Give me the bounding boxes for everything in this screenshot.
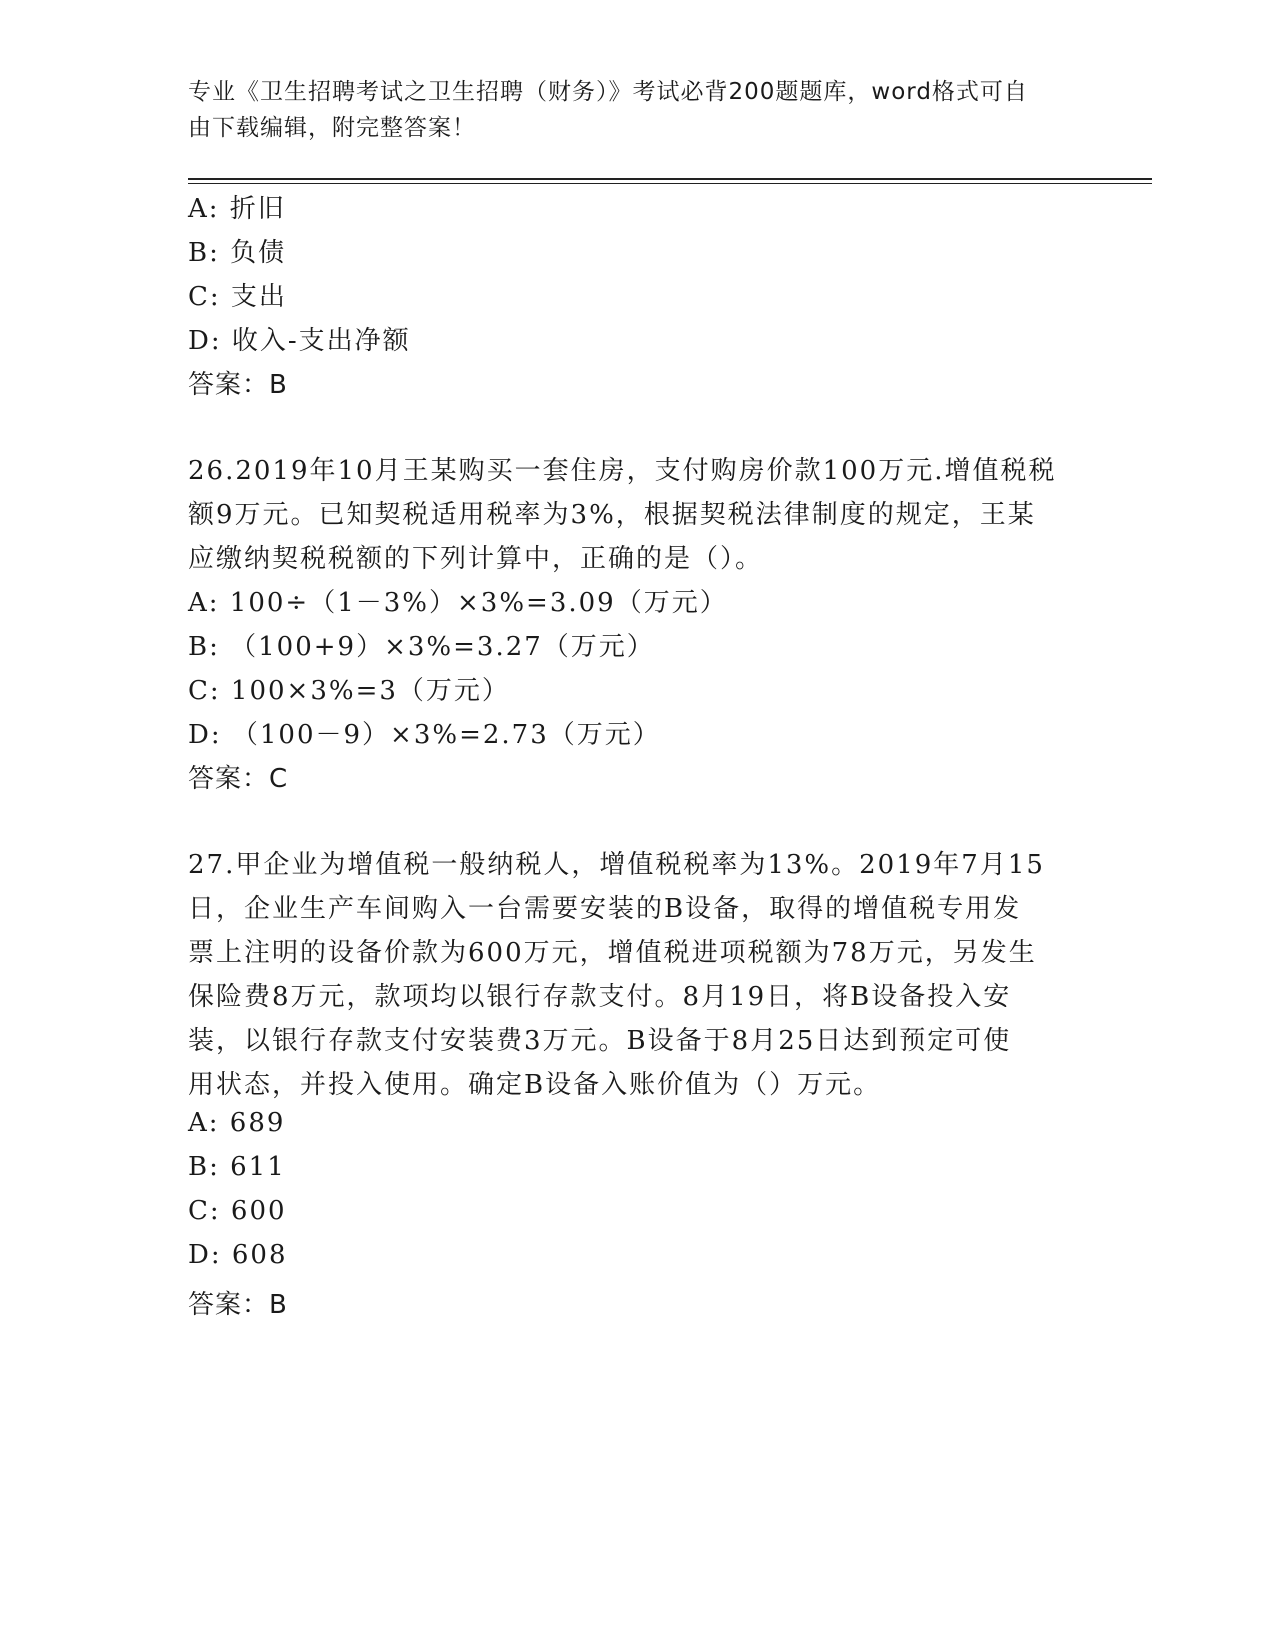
q26-option-c: C: 100×3%=3（万元）: [188, 676, 510, 706]
q25-option-b: B: 负债: [188, 238, 287, 268]
q27-answer: 答案：B: [188, 1290, 288, 1320]
q26-stem-line-3: 应缴纳契税税额的下列计算中，正确的是（）。: [188, 544, 764, 574]
q27-stem-line-2: 日，企业生产车间购入一台需要安装的B设备，取得的增值税专用发: [188, 894, 1022, 924]
q25-answer: 答案：B: [188, 370, 288, 400]
q26-stem-line-2: 额9万元。已知契税适用税率为3%，根据契税法律制度的规定，王某: [188, 500, 1036, 530]
q27-option-d: D: 608: [188, 1240, 288, 1270]
q25-option-c: C: 支出: [188, 282, 287, 312]
q27-option-b: B: 611: [188, 1152, 286, 1182]
q26-stem-line-1: 26.2019年10月王某购买一套住房，支付购房价款100万元.增值税税: [188, 456, 1057, 486]
header-divider-thin: [188, 183, 1152, 184]
q26-answer: 答案：C: [188, 764, 289, 794]
header-divider-thick: [188, 178, 1152, 180]
header-line-1: 专业《卫生招聘考试之卫生招聘（财务）》考试必背200题题库，word格式可自: [188, 79, 1028, 105]
q25-option-d: D: 收入-支出净额: [188, 326, 411, 356]
q26-option-b: B: （100+9）×3%=3.27（万元）: [188, 632, 655, 662]
q25-option-a: A: 折旧: [188, 194, 286, 224]
q27-stem-line-5: 装，以银行存款支付安装费3万元。B设备于8月25日达到预定可使: [188, 1026, 1012, 1056]
q27-option-c: C: 600: [188, 1196, 287, 1226]
q27-stem-line-6: 用状态，并投入使用。确定B设备入账价值为（）万元。: [188, 1070, 882, 1100]
header-line-2: 由下载编辑，附完整答案！: [188, 115, 476, 141]
q27-option-a: A: 689: [188, 1108, 286, 1138]
q27-stem-line-4: 保险费8万元，款项均以银行存款支付。8月19日，将B设备投入安: [188, 982, 1012, 1012]
document-header: [188, 74, 1088, 146]
q26-option-d: D: （100－9）×3%=2.73（万元）: [188, 720, 661, 750]
q26-option-a: A: 100÷（1－3%）×3%=3.09（万元）: [188, 588, 728, 618]
q27-stem-line-3: 票上注明的设备价款为600万元，增值税进项税额为78万元，另发生: [188, 938, 1037, 968]
q27-stem-line-1: 27.甲企业为增值税一般纳税人，增值税税率为13%。2019年7月15: [188, 850, 1045, 880]
